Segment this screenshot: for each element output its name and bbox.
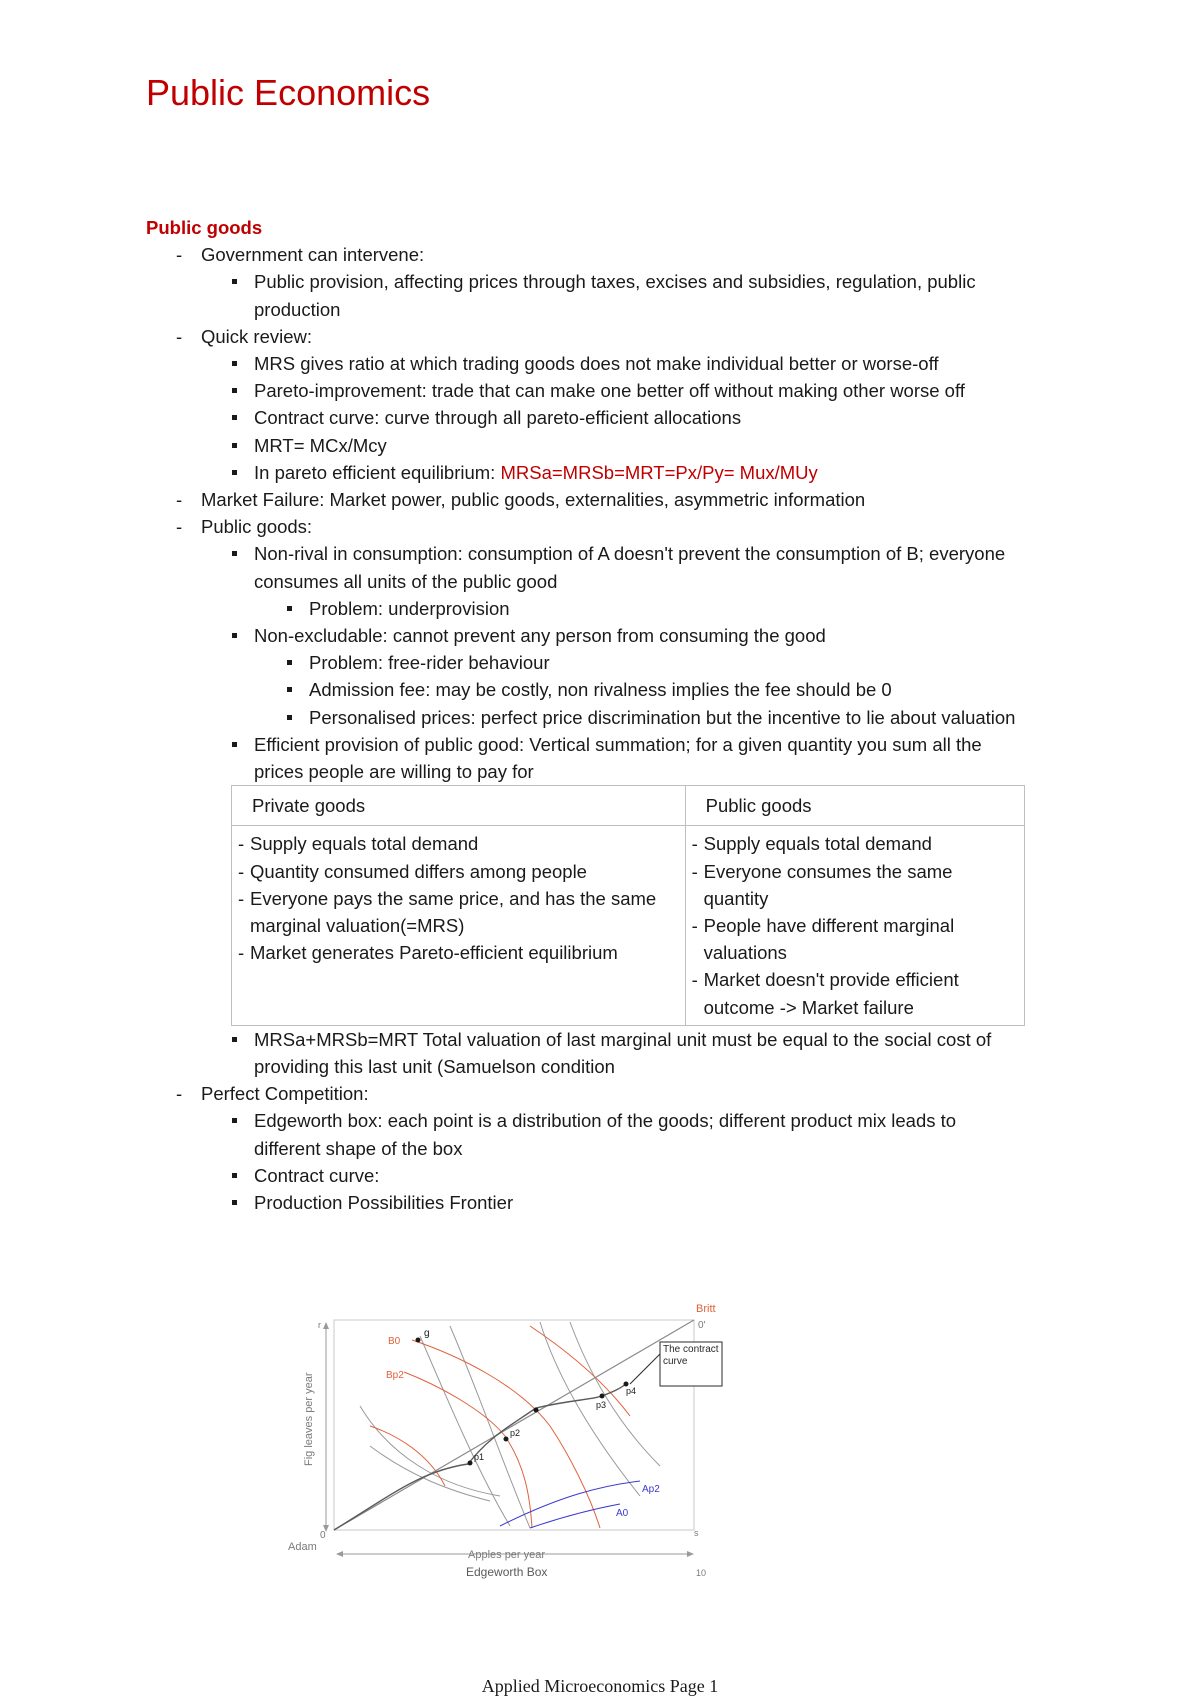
comparison-table xyxy=(231,785,1025,1026)
square-bullet xyxy=(232,279,237,284)
list-item-level-1 xyxy=(146,323,1026,350)
y-axis-arrow-up xyxy=(323,1322,329,1329)
list-item-text: Contract curve: curve through all pareto-efficient allocations xyxy=(254,407,742,429)
list-item-text: Edgeworth box: each point is a distribution of the goods; different product mix leads to different shape of the box xyxy=(254,1110,957,1159)
curve-label-ap2: Ap2 xyxy=(642,1484,660,1495)
dash-bullet: - xyxy=(238,887,245,909)
point-label-p2: p2 xyxy=(510,1428,521,1438)
curve-ap2 xyxy=(500,1481,640,1526)
table-cell-item xyxy=(238,885,679,939)
curve-b-outer xyxy=(530,1326,630,1416)
table-cell-private xyxy=(232,826,686,1025)
square-bullet xyxy=(287,606,292,611)
curve-b0 xyxy=(412,1340,600,1528)
callout-pointer xyxy=(630,1354,660,1384)
list-item-text: Admission fee: may be costly, non rivalness implies the fee should be 0 xyxy=(309,679,892,701)
dash-bullet: - xyxy=(238,860,245,882)
list-item-text: Market Failure: Market power, public goods, externalities, asymmetric information xyxy=(201,489,866,511)
list-item-text: Production Possibilities Frontier xyxy=(254,1192,514,1214)
table-cell-text: Supply equals total demand xyxy=(250,833,479,855)
square-bullet xyxy=(287,687,292,692)
square-bullet xyxy=(232,1173,237,1178)
callout-text: The contract curve xyxy=(663,1344,719,1367)
list-item-level-2 xyxy=(146,622,1026,649)
table-cell-item xyxy=(238,830,679,857)
point-label-p3: p3 xyxy=(596,1400,607,1410)
list-item-text: Public provision, affecting prices through taxes, excises and subsidies, regulation, public production xyxy=(254,271,976,320)
list-item-level-2 xyxy=(146,350,1026,377)
list-item-text: Government can intervene: xyxy=(201,244,425,266)
table-header-private: Private goods xyxy=(232,786,686,826)
dash-bullet: - xyxy=(691,860,698,882)
table-cell-text: People have different marginal valuations xyxy=(703,915,955,964)
list-item-text: Personalised prices: perfect price discrimination but the incentive to lie about valuation xyxy=(309,706,1016,728)
list-item-level-2 xyxy=(146,540,1026,594)
list-item-level-2 xyxy=(146,268,1026,322)
list-item-text: Pareto-improvement: trade that can make one better off without making other worse off xyxy=(254,380,965,402)
list-item-level-3 xyxy=(146,595,1026,622)
table-cell-public xyxy=(685,826,1024,1025)
x-axis-arrow-left xyxy=(336,1551,343,1557)
list-item-level-3 xyxy=(146,676,1026,703)
square-bullet xyxy=(287,715,292,720)
dash-bullet: - xyxy=(238,833,245,855)
x-axis-label: Apples per year xyxy=(468,1549,546,1561)
table-cell-text: Supply equals total demand xyxy=(703,833,932,855)
list-item-text: MRSa+MRSb=MRT Total valuation of last marginal unit must be equal to the social cost of providing this last unit (Samuelson condition xyxy=(254,1028,992,1078)
x-axis-arrow-right xyxy=(687,1551,694,1557)
table-header-public: Public goods xyxy=(685,786,1024,826)
list-item-level-1 xyxy=(146,1080,1026,1107)
bullet-list-continued xyxy=(146,1026,1026,1216)
table-cell-text: Market doesn't provide efficient outcome -> Market failure xyxy=(703,969,959,1018)
notes-body xyxy=(146,214,1026,1216)
origin-adam-label: Adam xyxy=(288,1541,317,1553)
table-cell-text: Quantity consumed differs among people xyxy=(250,860,587,882)
point-g xyxy=(416,1338,421,1343)
list-item-text: Problem: underprovision xyxy=(309,597,510,619)
square-bullet xyxy=(232,443,237,448)
list-item-level-2 xyxy=(146,1162,1026,1189)
y-axis-label: Fig leaves per year xyxy=(303,1372,315,1466)
adam-indifference-curves xyxy=(500,1481,640,1528)
list-item-text: Perfect Competition: xyxy=(201,1083,369,1105)
table-cell-text: Market generates Pareto-efficient equilibrium xyxy=(250,942,618,964)
table-cell-item xyxy=(692,912,1018,966)
edgeworth-box-figure xyxy=(288,1296,780,1616)
point-p2 xyxy=(504,1437,509,1442)
dash-bullet: - xyxy=(691,969,698,991)
table-cell-item xyxy=(692,830,1018,857)
dash-bullet: - xyxy=(691,833,698,855)
list-item-level-2 xyxy=(146,1189,1026,1216)
dash-bullet: - xyxy=(176,1083,183,1105)
list-item-text: Problem: free-rider behaviour xyxy=(309,652,550,674)
table-cell-item xyxy=(238,858,679,885)
page-footer: Applied Microeconomics Page 1 xyxy=(481,1676,719,1696)
dash-bullet: - xyxy=(691,915,698,937)
list-item-text: Public goods: xyxy=(201,516,313,538)
table-cell-text: Everyone pays the same price, and has the same marginal valuation(=MRS) xyxy=(250,887,657,937)
list-item-text: Non-excludable: cannot prevent any person from consuming the good xyxy=(254,625,826,647)
section-heading: Public goods xyxy=(146,217,263,238)
point-p1 xyxy=(468,1461,473,1466)
corner-label-s: s xyxy=(694,1528,699,1538)
point-label-p4: p4 xyxy=(626,1386,637,1396)
curve-label-b0: B0 xyxy=(388,1336,401,1347)
square-bullet xyxy=(232,1118,237,1123)
list-item-level-1 xyxy=(146,241,1026,268)
highlighted-formula: MRSa=MRSb=MRT=Px/Py= Mux/MUy xyxy=(500,461,818,483)
list-item-text: In pareto efficient equilibrium: xyxy=(254,461,501,483)
list-item-level-2 xyxy=(146,404,1026,431)
dash-bullet: - xyxy=(176,325,183,347)
list-item-level-3 xyxy=(146,704,1026,731)
square-bullet xyxy=(232,1200,237,1205)
origin-britt-label: Britt xyxy=(696,1303,716,1315)
list-item-level-2 xyxy=(146,459,1026,486)
list-item-text: Contract curve: xyxy=(254,1164,380,1186)
origin-britt-zero: 0' xyxy=(698,1320,706,1331)
corner-label-10: 10 xyxy=(696,1568,707,1578)
gray-curve-1 xyxy=(420,1336,510,1526)
square-bullet xyxy=(232,742,237,747)
dash-bullet: - xyxy=(176,516,183,538)
list-item-level-1 xyxy=(146,513,1026,540)
figure-caption: Edgeworth Box xyxy=(466,1565,548,1579)
list-item-text: Quick review: xyxy=(201,325,313,347)
table-cell-item xyxy=(692,858,1018,912)
square-bullet xyxy=(232,470,237,475)
dash-bullet: - xyxy=(238,942,245,964)
edgeworth-box-diagram xyxy=(288,1296,780,1616)
point-p3 xyxy=(600,1394,605,1399)
square-bullet xyxy=(232,551,237,556)
list-item-text: MRT= MCx/Mcy xyxy=(254,434,387,456)
curve-label-bp2: Bp2 xyxy=(386,1370,404,1381)
list-item-level-2 xyxy=(146,377,1026,404)
square-bullet xyxy=(232,388,237,393)
page-title: Public Economics xyxy=(146,72,431,113)
dash-bullet: - xyxy=(176,489,183,511)
dash-bullet: - xyxy=(176,244,183,266)
list-item-level-2 xyxy=(146,731,1026,785)
list-item-level-2 xyxy=(146,1107,1026,1161)
origin-adam-zero: 0 xyxy=(320,1530,326,1541)
list-item-text: Non-rival in consumption: consumption of A doesn't prevent the consumption of B; everyone consumes all units of the public good xyxy=(254,543,1006,592)
square-bullet xyxy=(232,1037,237,1042)
list-item-level-1 xyxy=(146,486,1026,513)
list-item-level-3 xyxy=(146,649,1026,676)
list-item-level-2 xyxy=(146,1026,1026,1080)
gray-curve-2 xyxy=(450,1326,530,1528)
list-item-text: MRS gives ratio at which trading goods does not make individual better or worse-off xyxy=(254,353,939,374)
curve-bp2 xyxy=(404,1372,532,1528)
list-item-text: Efficient provision of public good: Vertical summation; for a given quantity you sum all the prices people are willing to pay for xyxy=(254,733,982,783)
corner-label-r: r xyxy=(318,1320,321,1330)
point-label-p1: p1 xyxy=(474,1452,485,1462)
curve-label-a0: A0 xyxy=(616,1508,629,1519)
table-cell-text: Everyone consumes the same quantity xyxy=(703,860,953,909)
curve-a0 xyxy=(530,1504,620,1528)
callout-text-wrap xyxy=(663,1344,721,1386)
square-bullet xyxy=(232,415,237,420)
square-bullet xyxy=(287,660,292,665)
table-cell-item xyxy=(238,939,679,966)
square-bullet xyxy=(232,361,237,366)
point-p3-mid xyxy=(534,1408,539,1413)
gray-curve-4 xyxy=(570,1322,660,1466)
table-cell-item xyxy=(692,966,1018,1020)
point-label-g: g xyxy=(424,1328,430,1339)
diagonal-line xyxy=(334,1320,694,1530)
bullet-list xyxy=(146,241,1026,785)
square-bullet xyxy=(232,633,237,638)
list-item-level-2 xyxy=(146,432,1026,459)
